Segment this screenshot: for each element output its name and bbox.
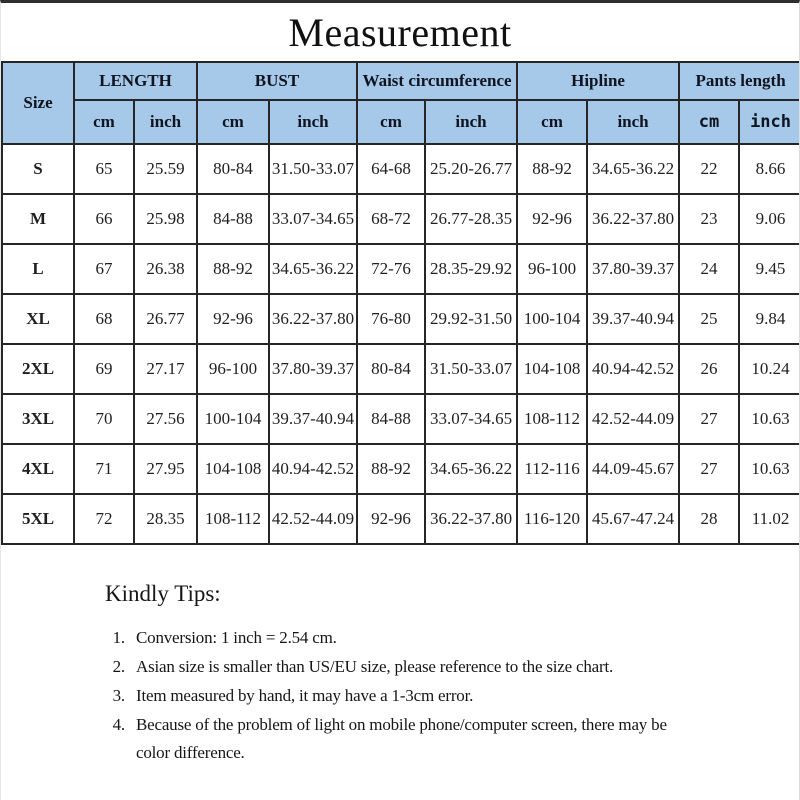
pants-inch-cell: 10.24 [739, 344, 800, 394]
waist-cm-cell: 68-72 [357, 194, 425, 244]
tip-item-asian-size: 2. Asian size is smaller than US/EU size, please reference to the size chart. [129, 653, 681, 681]
unit-length-inch: inch [134, 100, 197, 144]
page-title: Measurement [288, 10, 512, 55]
hip-cm-cell: 100-104 [517, 294, 587, 344]
length-inch-cell: 26.77 [134, 294, 197, 344]
unit-waist-cm: cm [357, 100, 425, 144]
header-unit-row [2, 100, 800, 144]
size-chart-table [1, 61, 800, 545]
length-cm-cell: 70 [74, 394, 134, 444]
header-waist: Waist circumference [357, 62, 517, 100]
hip-inch-cell: 44.09-45.67 [587, 444, 679, 494]
tips-heading: Kindly Tips: [105, 581, 221, 606]
hip-inch-cell: 37.80-39.37 [587, 244, 679, 294]
length-inch-cell: 26.38 [134, 244, 197, 294]
hip-inch-cell: 45.67-47.24 [587, 494, 679, 544]
unit-hip-cm: cm [517, 100, 587, 144]
bust-inch-cell: 37.80-39.37 [269, 344, 357, 394]
length-inch-cell: 27.56 [134, 394, 197, 444]
size-cell: S [2, 144, 74, 194]
bust-cm-cell: 104-108 [197, 444, 269, 494]
size-cell: 5XL [2, 494, 74, 544]
size-cell: 3XL [2, 394, 74, 444]
waist-inch-cell: 28.35-29.92 [425, 244, 517, 294]
hip-cm-cell: 88-92 [517, 144, 587, 194]
pants-inch-cell: 10.63 [739, 394, 800, 444]
hip-inch-cell: 40.94-42.52 [587, 344, 679, 394]
hip-inch-cell: 42.52-44.09 [587, 394, 679, 444]
tip-item-color-difference: 4. Because of the problem of light on mobile phone/computer screen, there may be color difference. [129, 711, 681, 767]
length-inch-cell: 25.59 [134, 144, 197, 194]
tip-item-conversion: 1. Conversion: 1 inch = 2.54 cm. [129, 624, 681, 652]
table-row-4xl [2, 444, 800, 494]
hip-cm-cell: 104-108 [517, 344, 587, 394]
table-row-s [2, 144, 800, 194]
table-row-5xl [2, 494, 800, 544]
pants-cm-cell: 23 [679, 194, 739, 244]
length-cm-cell: 68 [74, 294, 134, 344]
waist-inch-cell: 26.77-28.35 [425, 194, 517, 244]
length-inch-cell: 27.17 [134, 344, 197, 394]
pants-inch-cell: 8.66 [739, 144, 800, 194]
unit-pants-cm: cm [679, 100, 739, 144]
length-inch-cell: 25.98 [134, 194, 197, 244]
waist-inch-cell: 34.65-36.22 [425, 444, 517, 494]
size-cell: 2XL [2, 344, 74, 394]
hip-cm-cell: 116-120 [517, 494, 587, 544]
hip-inch-cell: 34.65-36.22 [587, 144, 679, 194]
bust-cm-cell: 84-88 [197, 194, 269, 244]
hip-inch-cell: 36.22-37.80 [587, 194, 679, 244]
size-cell: L [2, 244, 74, 294]
bust-inch-cell: 34.65-36.22 [269, 244, 357, 294]
pants-inch-cell: 9.84 [739, 294, 800, 344]
hip-cm-cell: 92-96 [517, 194, 587, 244]
waist-cm-cell: 80-84 [357, 344, 425, 394]
header-group-row [2, 62, 800, 100]
waist-cm-cell: 76-80 [357, 294, 425, 344]
bust-inch-cell: 36.22-37.80 [269, 294, 357, 344]
bust-inch-cell: 40.94-42.52 [269, 444, 357, 494]
unit-length-cm: cm [74, 100, 134, 144]
header-bust: BUST [197, 62, 357, 100]
hip-inch-cell: 39.37-40.94 [587, 294, 679, 344]
bust-cm-cell: 100-104 [197, 394, 269, 444]
bust-cm-cell: 88-92 [197, 244, 269, 294]
unit-bust-cm: cm [197, 100, 269, 144]
bust-inch-cell: 39.37-40.94 [269, 394, 357, 444]
waist-cm-cell: 92-96 [357, 494, 425, 544]
bust-cm-cell: 80-84 [197, 144, 269, 194]
waist-cm-cell: 64-68 [357, 144, 425, 194]
waist-cm-cell: 88-92 [357, 444, 425, 494]
header-hipline: Hipline [517, 62, 679, 100]
kindly-tips-section [105, 579, 799, 767]
length-cm-cell: 72 [74, 494, 134, 544]
waist-inch-cell: 29.92-31.50 [425, 294, 517, 344]
waist-inch-cell: 36.22-37.80 [425, 494, 517, 544]
bust-inch-cell: 33.07-34.65 [269, 194, 357, 244]
tip-item-hand-measure: 3. Item measured by hand, it may have a 1-3cm error. [129, 682, 681, 710]
pants-inch-cell: 11.02 [739, 494, 800, 544]
waist-inch-cell: 33.07-34.65 [425, 394, 517, 444]
length-inch-cell: 28.35 [134, 494, 197, 544]
length-cm-cell: 69 [74, 344, 134, 394]
waist-cm-cell: 84-88 [357, 394, 425, 444]
waist-inch-cell: 25.20-26.77 [425, 144, 517, 194]
table-row-2xl [2, 344, 800, 394]
header-length: LENGTH [74, 62, 197, 100]
pants-cm-cell: 25 [679, 294, 739, 344]
unit-pants-inch: inch [739, 100, 800, 144]
pants-cm-cell: 24 [679, 244, 739, 294]
table-row-m [2, 194, 800, 244]
header-pants-length: Pants length [679, 62, 800, 100]
header-size: Size [2, 62, 74, 144]
unit-waist-inch: inch [425, 100, 517, 144]
length-cm-cell: 65 [74, 144, 134, 194]
table-row-l [2, 244, 800, 294]
size-cell: M [2, 194, 74, 244]
waist-cm-cell: 72-76 [357, 244, 425, 294]
pants-cm-cell: 22 [679, 144, 739, 194]
pants-cm-cell: 28 [679, 494, 739, 544]
bust-cm-cell: 96-100 [197, 344, 269, 394]
unit-hip-inch: inch [587, 100, 679, 144]
hip-cm-cell: 96-100 [517, 244, 587, 294]
bust-cm-cell: 92-96 [197, 294, 269, 344]
size-cell: XL [2, 294, 74, 344]
hip-cm-cell: 108-112 [517, 394, 587, 444]
pants-cm-cell: 26 [679, 344, 739, 394]
pants-inch-cell: 9.06 [739, 194, 800, 244]
unit-bust-inch: inch [269, 100, 357, 144]
pants-cm-cell: 27 [679, 394, 739, 444]
length-inch-cell: 27.95 [134, 444, 197, 494]
table-row-3xl [2, 394, 800, 444]
table-row-xl [2, 294, 800, 344]
length-cm-cell: 66 [74, 194, 134, 244]
tips-list [105, 624, 681, 767]
pants-inch-cell: 10.63 [739, 444, 800, 494]
bust-cm-cell: 108-112 [197, 494, 269, 544]
bust-inch-cell: 31.50-33.07 [269, 144, 357, 194]
length-cm-cell: 67 [74, 244, 134, 294]
length-cm-cell: 71 [74, 444, 134, 494]
hip-cm-cell: 112-116 [517, 444, 587, 494]
size-cell: 4XL [2, 444, 74, 494]
pants-inch-cell: 9.45 [739, 244, 800, 294]
bust-inch-cell: 42.52-44.09 [269, 494, 357, 544]
waist-inch-cell: 31.50-33.07 [425, 344, 517, 394]
pants-cm-cell: 27 [679, 444, 739, 494]
